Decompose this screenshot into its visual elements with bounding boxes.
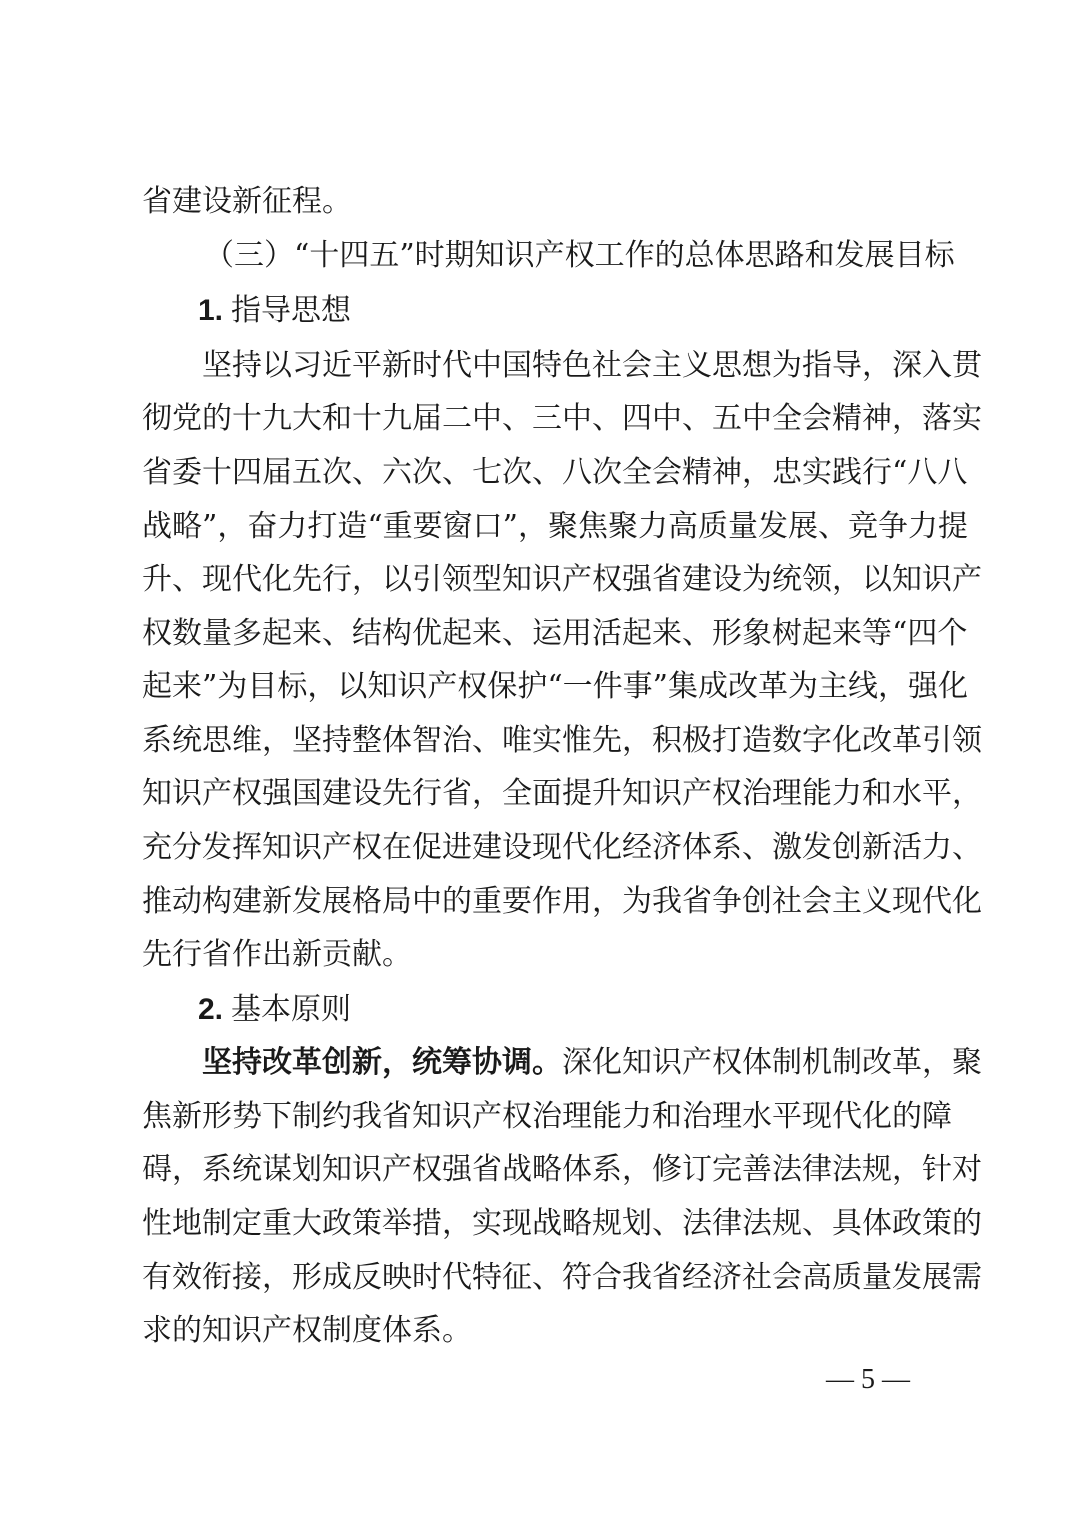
heading-number: 2.: [198, 993, 224, 1026]
text-line: 推动构建新发展格局中的重要作用，为我省争创社会主义现代化: [142, 884, 982, 919]
text-line: 彻党的十九大和十九届二中、三中、四中、五中全会精神，落实: [142, 401, 982, 436]
text-line: 升、现代化先行，以引领型知识产权强省建设为统领，以知识产: [142, 562, 982, 597]
page-number: — 5 —: [826, 1364, 910, 1395]
text-line: 起来”为目标，以知识产权保护“一件事”集成改革为主线，强化: [142, 669, 969, 704]
text-line: 省建设新征程。: [142, 184, 352, 219]
heading-basic-principles: [198, 983, 351, 1037]
principle-text: 深化知识产权体制机制改革，聚: [562, 1045, 982, 1080]
heading-guiding-ideology: [198, 284, 351, 338]
heading-number: 1.: [198, 294, 224, 327]
text-line: 省委十四届五次、六次、七次、八次全会精神，忠实践行“八八: [142, 455, 968, 490]
text-line: 知识产权强国建设先行省，全面提升知识产权治理能力和水平，: [142, 776, 982, 811]
text-line: 先行省作出新贡献。: [142, 937, 412, 972]
text-line: 系统思维，坚持整体智治、唯实惟先，积极打造数字化改革引领: [142, 723, 982, 758]
text-line: 焦新形势下制约我省知识产权治理能力和治理水平现代化的障: [142, 1099, 952, 1134]
principle-title: 坚持改革创新，统筹协调。: [202, 1045, 562, 1080]
text-line: 性地制定重大政策举措，实现战略规划、法律法规、具体政策的: [142, 1206, 982, 1241]
heading-text: 指导思想: [231, 293, 352, 328]
text-line: [202, 1036, 982, 1090]
text-line: 求的知识产权制度体系。: [142, 1313, 472, 1348]
text-line: 碍，系统谋划知识产权强省战略体系，修订完善法律法规，针对: [142, 1152, 982, 1187]
text-line: 坚持以习近平新时代中国特色社会主义思想为指导，深入贯: [202, 348, 982, 383]
text-line: 权数量多起来、结构优起来、运用活起来、形象树起来等“四个: [142, 616, 968, 651]
text-line: 充分发挥知识产权在促进建设现代化经济体系、激发创新活力、: [142, 830, 982, 865]
text-line: 有效衔接，形成反映时代特征、符合我省经济社会高质量发展需: [142, 1260, 982, 1295]
heading-text: 基本原则: [231, 992, 352, 1027]
section-title: （三）“十四五”时期知识产权工作的总体思路和发展目标: [204, 238, 955, 273]
text-line: 战略”，奋力打造“重要窗口”，聚焦聚力高质量发展、竞争力提: [142, 509, 969, 544]
